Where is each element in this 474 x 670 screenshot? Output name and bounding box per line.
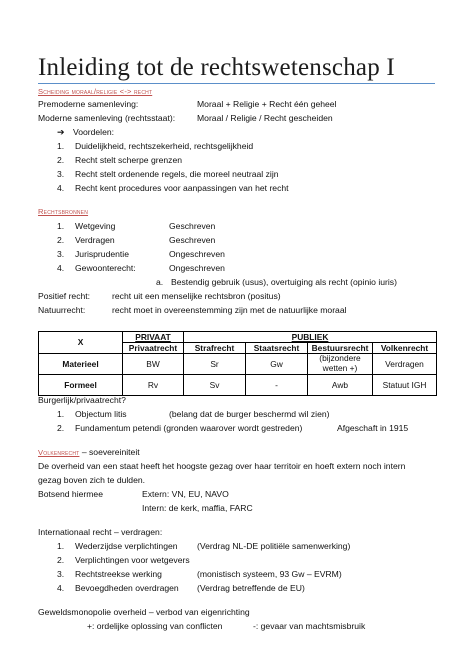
positief-text: recht uit een menselijke rechtsbron (positus) [112,291,281,301]
burgerlijk-note: Afgeschaft in 1915 [337,423,409,433]
voordeel-num: 1. [57,141,65,151]
verdrag-num: 4. [57,583,65,593]
burgerlijk-note: (belang dat de burger beschermd wil zien) [169,409,330,419]
scheiding-value-premodern: Moraal + Religie + Recht één geheel [197,99,337,109]
scheiding-value-modern: Moraal / Religie / Recht gescheiden [197,113,333,123]
verdrag-note: (monistisch systeem, 93 Gw – EVRM) [197,569,342,579]
table-column-header: Privaatrecht [123,343,184,354]
bron-name: Gewoonterecht: [75,263,136,273]
verdrag-num: 3. [57,569,65,579]
voordeel-text: Recht kent procedures voor aanpassingen van het recht [75,183,289,193]
table-cell: Gw [246,354,308,375]
bron-type: Ongeschreven [169,263,225,273]
table-column-header: Strafrecht [184,343,246,354]
voordelen-label: Voordelen: [72,127,115,137]
natuur-label: Natuurrecht: [38,305,86,315]
geweld-plus: +: ordelijke oplossing van conflicten [87,621,223,631]
bron-num: 4. [57,263,65,273]
burgerlijk-heading: Burgerlijk/privaatrecht? [38,395,126,405]
voordeel-text: Recht stelt scherpe grenzen [75,155,183,165]
voordeel-num: 4. [57,183,65,193]
voordelen-row [57,128,114,137]
table-cell: Verdragen [373,354,437,375]
bron-type: Geschreven [169,235,216,245]
table-corner-cell: X [39,332,123,354]
table-header-row [39,332,437,343]
intern-text: Intern: de kerk, maffia, FARC [142,503,253,513]
table-column-header: Bestuursrecht [308,343,373,354]
table-cell: Awb [308,375,373,396]
table-cell: Sv [184,375,246,396]
volkenrecht-heading: Volkenrecht [38,448,80,457]
table-cell: - [246,375,308,396]
table-row-label: Formeel [39,375,123,396]
verdrag-text: Rechtstreekse werking [75,569,162,579]
voordeel-num: 3. [57,169,65,179]
section-heading-scheiding: Scheiding moraal/religie <-> recht [38,87,153,96]
natuur-text: recht moet in overeenstemming zijn met de natuurlijke moraal [112,305,347,315]
extern-text: Extern: VN, EU, NAVO [142,489,229,499]
scheiding-label-premodern: Premoderne samenleving: [38,99,139,109]
internationaal-heading: Internationaal recht – verdragen: [38,527,163,537]
burgerlijk-num: 1. [57,409,65,419]
table-row [39,375,437,396]
table-row-label: Materieel [39,354,123,375]
subitem-letter: a. [156,277,164,287]
table-row [39,354,437,375]
bron-num: 2. [57,235,65,245]
volkenrecht-paragraph-line: De overheid van een staat heeft het hoogste gezag over haar territoir en hoeft extern noch intern [38,461,406,471]
burgerlijk-text: Objectum litis [75,409,127,419]
table-cell: Statuut IGH [373,375,437,396]
table-group-privaat: PRIVAAT [123,332,184,343]
table-group-publiek: PUBLIEK [184,332,437,343]
verdrag-num: 1. [57,541,65,551]
bron-num: 3. [57,249,65,259]
verdrag-note: (Verdrag NL-DE politiële samenwerking) [197,541,351,551]
bron-type: Geschreven [169,221,216,231]
verdrag-text: Bevoegdheden overdragen [75,583,179,593]
law-overview-table [38,331,437,396]
title-underline [38,83,435,84]
positief-label: Positief recht: [38,291,91,301]
bron-name: Wetgeving [75,221,116,231]
table-column-header: Volkenrecht [373,343,437,354]
bron-name: Jurisprudentie [75,249,129,259]
burgerlijk-num: 2. [57,423,65,433]
verdrag-text: Wederzijdse verplichtingen [75,541,178,551]
volkenrecht-paragraph-line: gezag boven zich te dulden. [38,475,146,485]
verdrag-note: (Verdrag betreffende de EU) [197,583,305,593]
verdrag-num: 2. [57,555,65,565]
botsend-label: Botsend hiermee [38,489,103,499]
geweld-minus: -: gevaar van machtsmisbruik [253,621,366,631]
table-cell: (bijzondere wetten +) [308,354,373,375]
section-heading-rechtsbronnen: Rechtsbronnen [38,207,89,216]
table-column-header: Staatsrecht [246,343,308,354]
voordeel-text: Recht stelt ordenende regels, die moreel neutraal zijn [75,169,279,179]
table-cell: Rv [123,375,184,396]
voordeel-num: 2. [57,155,65,165]
page-title: Inleiding tot de rechtswetenschap I [38,54,395,81]
verdrag-text: Verplichtingen voor wetgevers [75,555,190,565]
volkenrecht-heading-row [38,448,140,457]
bron-type: Ongeschreven [169,249,225,259]
bron-name: Verdragen [75,235,115,245]
burgerlijk-text: Fundamentum petendi (gronden waarover wordt gestreden) [75,423,303,433]
arrow-right-icon: ➔ [57,127,65,137]
bron-num: 1. [57,221,65,231]
voordeel-text: Duidelijkheid, rechtszekerheid, rechtsgelijkheid [75,141,254,151]
subitem-text: Bestendig gebruik (usus), overtuiging als recht (opinio iuris) [171,277,397,287]
geweld-heading: Geweldsmonopolie overheid – verbod van eigenrichting [38,607,250,617]
scheiding-label-modern: Moderne samenleving (rechtsstaat): [38,113,176,123]
table-cell: Sr [184,354,246,375]
table-cell: BW [123,354,184,375]
volkenrecht-heading-rest: – soevereiniteit [79,447,140,457]
